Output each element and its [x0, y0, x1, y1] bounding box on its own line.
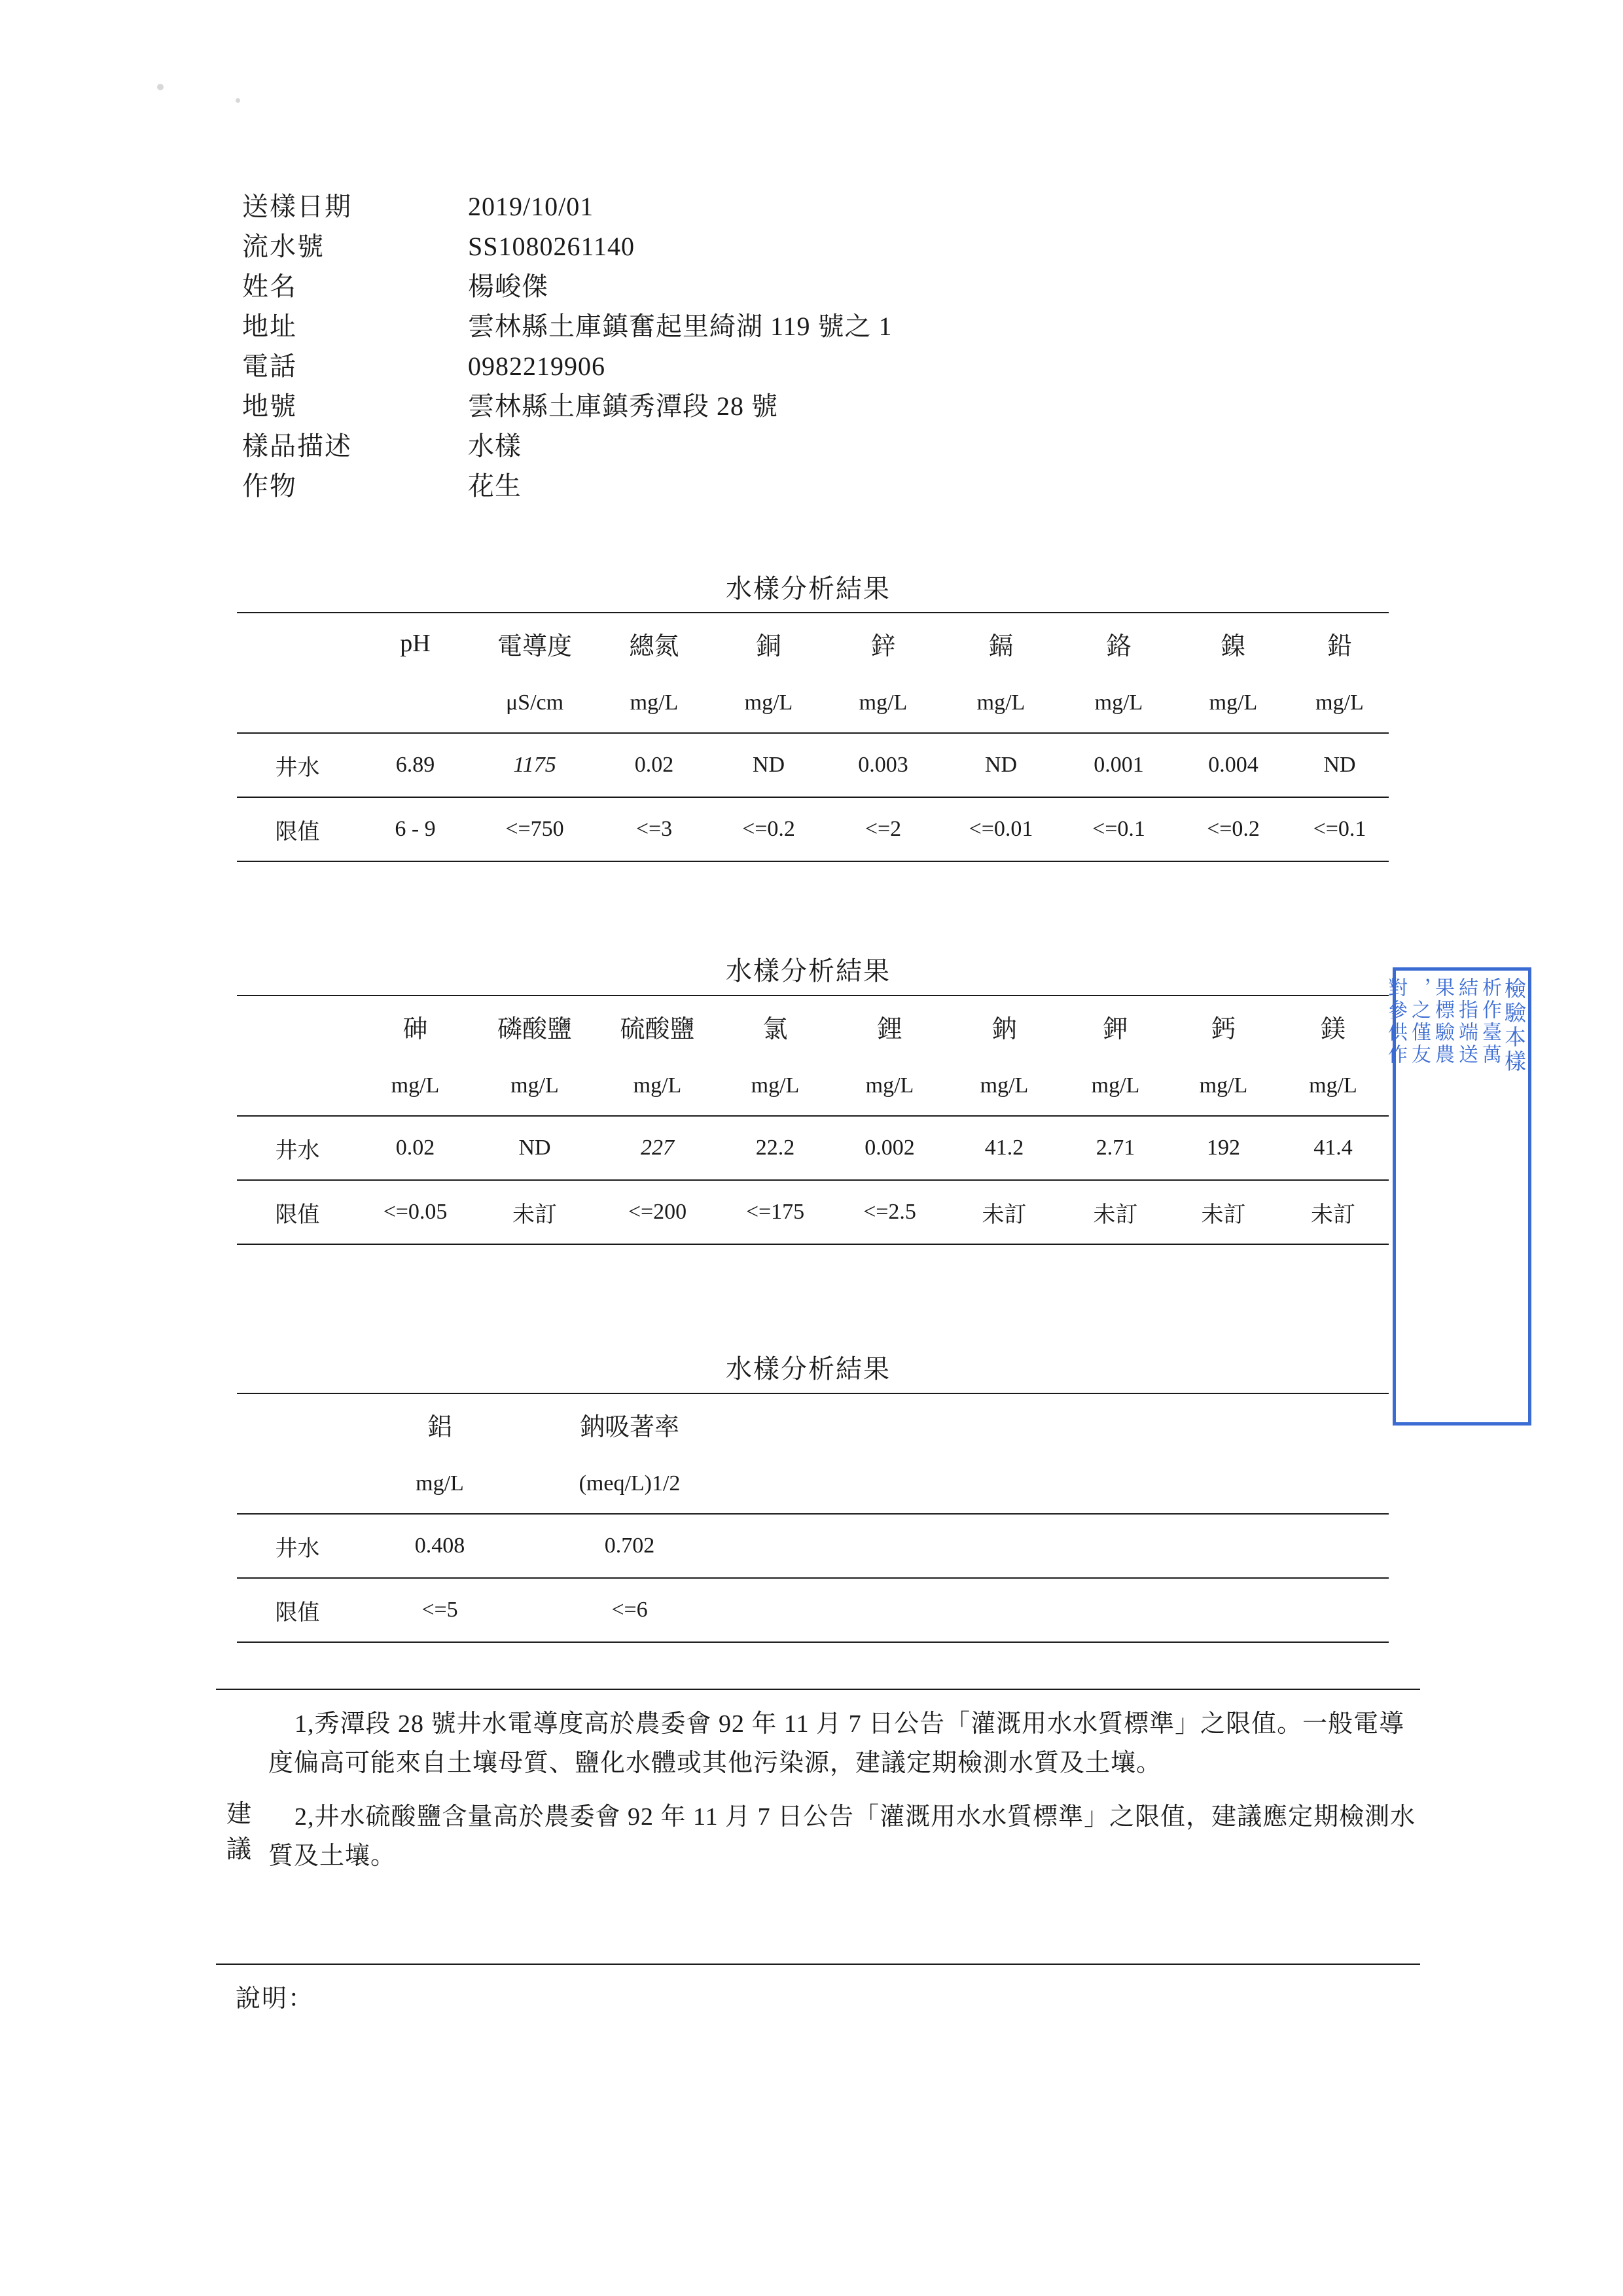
suggestion-item: 1,秀潭段 28 號井水電導度高於農委會 92 年 11 月 7 日公告「灌溉用水水質標準」之限值。一般電導度偏高可能來自土壤母質、鹽化水體或其他污染源，建議定期檢測水質及土壤。	[268, 1710, 1405, 1777]
cell-as: 0.02	[358, 1116, 473, 1180]
th-total-n: 總氮	[597, 613, 711, 673]
cell-ni: 0.004	[1176, 733, 1291, 797]
row-label-limit: 限值	[237, 1578, 358, 1642]
unit-blank	[237, 1454, 358, 1514]
info-label-sample-desc: 樣品描述	[242, 431, 352, 461]
limit-ec: <=750	[473, 797, 597, 861]
stamp-line: ，之僅友	[1408, 977, 1430, 1066]
th-na: 鈉	[947, 996, 1061, 1056]
info-row	[242, 426, 1224, 466]
stamp-line: 析作臺萬	[1479, 977, 1501, 1066]
note-label: 說明：	[236, 1985, 315, 2013]
limit-zn: <=2	[826, 797, 940, 861]
info-row	[242, 466, 1224, 506]
limit-ca: 未訂	[1169, 1180, 1277, 1244]
stamp-line: 果標驗農	[1432, 977, 1454, 1066]
cell-ph: 6.89	[358, 733, 473, 797]
limit-sar: <=6	[522, 1578, 738, 1642]
table-header-row	[237, 613, 1389, 673]
unit-cu: mg/L	[711, 673, 826, 733]
th-ca: 鈣	[1169, 996, 1277, 1056]
cell-al: 0.408	[358, 1514, 522, 1578]
info-label-address: 地址	[242, 312, 297, 341]
cell-sar: 0.702	[522, 1514, 738, 1578]
info-row	[242, 306, 1224, 346]
th-ni: 鎳	[1176, 613, 1291, 673]
info-row	[242, 386, 1224, 426]
th-blank	[237, 613, 358, 673]
unit-cr: mg/L	[1061, 673, 1176, 733]
limit-chloride: <=175	[718, 1180, 832, 1244]
unit-pb: mg/L	[1291, 673, 1389, 733]
limit-pb: <=0.1	[1291, 797, 1389, 861]
th-blank	[237, 1393, 358, 1454]
unit-sar: (meq/L)1/2	[522, 1454, 738, 1514]
table-water-analysis-1	[237, 612, 1389, 862]
unit-al: mg/L	[358, 1454, 522, 1514]
limit-na: 未訂	[947, 1180, 1061, 1244]
th-blank	[237, 996, 358, 1056]
cell-k: 2.71	[1061, 1116, 1169, 1180]
cell-li: 0.002	[832, 1116, 947, 1180]
info-label-phone: 電話	[242, 351, 297, 381]
cell-cu: ND	[711, 733, 826, 797]
th-spacer	[738, 1393, 1389, 1454]
th-as: 砷	[358, 996, 473, 1056]
unit-sulfate: mg/L	[597, 1056, 718, 1116]
info-value-date: 2019/10/01	[468, 192, 594, 221]
th-mg: 鎂	[1277, 996, 1389, 1056]
info-label-serial: 流水號	[242, 232, 325, 261]
info-value-name: 楊峻傑	[468, 272, 548, 301]
info-row	[242, 266, 1224, 306]
table-water-analysis-2	[237, 995, 1389, 1245]
unit-zn: mg/L	[826, 673, 940, 733]
row-label-limit: 限值	[237, 1180, 358, 1244]
limit-k: 未訂	[1061, 1180, 1169, 1244]
table-row	[237, 1578, 1389, 1642]
limit-total-n: <=3	[597, 797, 711, 861]
table3-title: 水樣分析結果	[726, 1354, 891, 1384]
unit-mg: mg/L	[1277, 1056, 1389, 1116]
unit-ca: mg/L	[1169, 1056, 1277, 1116]
unit-as: mg/L	[358, 1056, 473, 1116]
cell-ec: 1175	[473, 733, 597, 797]
limit-phosphate: 未訂	[473, 1180, 597, 1244]
suggestions-section	[216, 1689, 1420, 1890]
limit-mg: 未訂	[1277, 1180, 1389, 1244]
th-k: 鉀	[1061, 996, 1169, 1056]
scan-speck	[236, 98, 240, 103]
th-cd: 鎘	[940, 613, 1061, 673]
unit-ph	[358, 673, 473, 733]
info-label-date: 送樣日期	[242, 192, 352, 221]
unit-na: mg/L	[947, 1056, 1061, 1116]
table-header-row	[237, 996, 1389, 1056]
stamp-line: 檢驗本樣	[1501, 977, 1525, 1074]
table-header-row	[237, 1393, 1389, 1454]
unit-k: mg/L	[1061, 1056, 1169, 1116]
official-stamp	[1385, 967, 1531, 1426]
table2-title: 水樣分析結果	[726, 956, 891, 986]
cell-pb: ND	[1291, 733, 1389, 797]
info-value-crop: 花生	[468, 471, 522, 501]
unit-li: mg/L	[832, 1056, 947, 1116]
th-cu: 銅	[711, 613, 826, 673]
row-label-limit: 限值	[237, 797, 358, 861]
sample-info-block	[242, 187, 1224, 506]
info-value-phone: 0982219906	[468, 351, 605, 381]
unit-chloride: mg/L	[718, 1056, 832, 1116]
table-units-row	[237, 1056, 1389, 1116]
table1-title: 水樣分析結果	[726, 574, 891, 603]
scan-speck	[157, 84, 164, 90]
suggestion-item: 2,井水硫酸鹽含量高於農委會 92 年 11 月 7 日公告「灌溉用水水質標準」之限值，建議應定期檢測水質及土壤。	[268, 1803, 1416, 1870]
table-units-row	[237, 673, 1389, 733]
limit-spacer	[738, 1578, 1389, 1642]
info-label-landnumber: 地號	[242, 391, 297, 421]
info-label-crop: 作物	[242, 471, 297, 501]
th-sar: 鈉吸著率	[522, 1393, 738, 1454]
stamp-line: 對參供作	[1385, 977, 1406, 1066]
unit-phosphate: mg/L	[473, 1056, 597, 1116]
info-row	[242, 187, 1224, 226]
limit-as: <=0.05	[358, 1180, 473, 1244]
th-ec: 電導度	[473, 613, 597, 673]
info-row	[242, 226, 1224, 266]
th-ph: pH	[358, 613, 473, 673]
cell-sulfate: 227	[597, 1116, 718, 1180]
cell-zn: 0.003	[826, 733, 940, 797]
cell-mg: 41.4	[1277, 1116, 1389, 1180]
th-phosphate: 磷酸鹽	[473, 996, 597, 1056]
limit-li: <=2.5	[832, 1180, 947, 1244]
th-sulfate: 硫酸鹽	[597, 996, 718, 1056]
unit-ni: mg/L	[1176, 673, 1291, 733]
row-label-well-water: 井水	[237, 1116, 358, 1180]
info-value-serial: SS1080261140	[468, 232, 635, 261]
info-value-address: 雲林縣土庫鎮奮起里綺湖 119 號之 1	[468, 312, 893, 341]
info-value-landnumber: 雲林縣土庫鎮秀潭段 28 號	[468, 391, 778, 421]
limit-sulfate: <=200	[597, 1180, 718, 1244]
table-row	[237, 1180, 1389, 1244]
table-row	[237, 733, 1389, 797]
suggestions-label: 建議	[226, 1801, 251, 1863]
unit-ec: μS/cm	[473, 673, 597, 733]
cell-phosphate: ND	[473, 1116, 597, 1180]
th-pb: 鉛	[1291, 613, 1389, 673]
limit-al: <=5	[358, 1578, 522, 1642]
table-row	[237, 1116, 1389, 1180]
info-label-name: 姓名	[242, 272, 297, 301]
cell-cd: ND	[940, 733, 1061, 797]
th-chloride: 氯	[718, 996, 832, 1056]
cell-total-n: 0.02	[597, 733, 711, 797]
cell-chloride: 22.2	[718, 1116, 832, 1180]
cell-ca: 192	[1169, 1116, 1277, 1180]
stamp-line: 結指端送	[1455, 977, 1477, 1066]
unit-total-n: mg/L	[597, 673, 711, 733]
limit-ni: <=0.2	[1176, 797, 1291, 861]
limit-cd: <=0.01	[940, 797, 1061, 861]
unit-cd: mg/L	[940, 673, 1061, 733]
info-row	[242, 346, 1224, 386]
row-label-well-water: 井水	[237, 733, 358, 797]
cell-na: 41.2	[947, 1116, 1061, 1180]
table-row	[237, 1514, 1389, 1578]
cell-cr: 0.001	[1061, 733, 1176, 797]
table-row	[237, 797, 1389, 861]
unit-spacer	[738, 1454, 1389, 1514]
th-cr: 鉻	[1061, 613, 1176, 673]
table-water-analysis-3	[237, 1393, 1389, 1643]
th-al: 鋁	[358, 1393, 522, 1454]
th-zn: 鋅	[826, 613, 940, 673]
info-value-sample-desc: 水樣	[468, 431, 522, 461]
limit-cu: <=0.2	[711, 797, 826, 861]
limit-cr: <=0.1	[1061, 797, 1176, 861]
cell-spacer	[738, 1514, 1389, 1578]
unit-blank	[237, 673, 358, 733]
note-section	[216, 1964, 1420, 2014]
table-units-row	[237, 1454, 1389, 1514]
limit-ph: 6 - 9	[358, 797, 473, 861]
th-li: 鋰	[832, 996, 947, 1056]
unit-blank	[237, 1056, 358, 1116]
row-label-well-water: 井水	[237, 1514, 358, 1578]
